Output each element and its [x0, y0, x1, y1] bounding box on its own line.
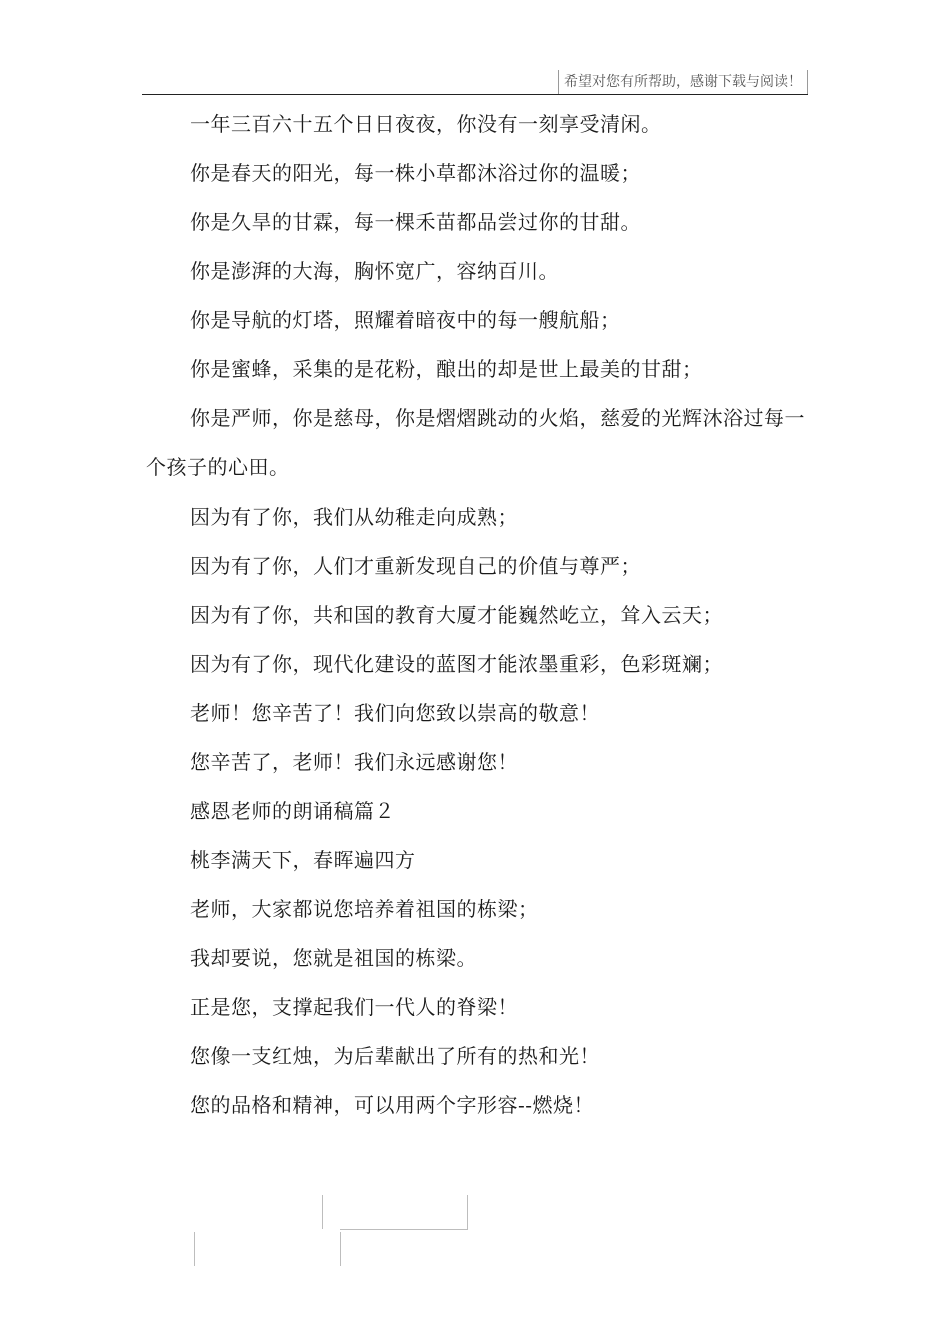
paragraph: 因为有了你，共和国的教育大厦才能巍然屹立，耸入云天； [190, 603, 723, 627]
paragraph: 老师，大家都说您培养着祖国的栋梁； [190, 897, 539, 921]
paragraph: 你是蜜蜂，采集的是花粉，酿出的却是世上最美的甘甜； [190, 357, 703, 381]
crop-mark [467, 1195, 468, 1229]
paragraph: 因为有了你，人们才重新发现自己的价值与尊严； [190, 554, 641, 578]
paragraph: 你是澎湃的大海，胸怀宽广，容纳百川。 [190, 259, 559, 283]
paragraph: 因为有了你，我们从幼稚走向成熟； [190, 505, 518, 529]
paragraph: 桃李满天下，春晖遍四方 [190, 848, 416, 872]
paragraph: 您的品格和精神，可以用两个字形容--燃烧！ [190, 1093, 595, 1117]
crop-mark [340, 1229, 468, 1230]
crop-mark [194, 1232, 195, 1266]
paragraph: 老师！您辛苦了！我们向您致以崇高的敬意！ [190, 701, 600, 725]
header-note: 希望对您有所帮助，感谢下载与阅读！ [558, 70, 808, 94]
crop-mark [340, 1232, 341, 1266]
header-rule [142, 94, 808, 95]
paragraph: 你是久旱的甘霖，每一棵禾苗都品尝过你的甘甜。 [190, 210, 641, 234]
section-title: 感恩老师的朗诵稿篇２ [190, 799, 395, 823]
paragraph: 你是春天的阳光，每一株小草都沐浴过你的温暖； [190, 161, 641, 185]
paragraph: 一年三百六十五个日日夜夜，你没有一刻享受清闲。 [190, 112, 662, 136]
document-body [146, 108, 808, 1138]
paragraph: 你是导航的灯塔，照耀着暗夜中的每一艘航船； [190, 308, 621, 332]
paragraph: 因为有了你，现代化建设的蓝图才能浓墨重彩，色彩斑斓； [190, 652, 723, 676]
paragraph: 我却要说，您就是祖国的栋梁。 [190, 946, 477, 970]
paragraph: 您辛苦了，老师！我们永远感谢您！ [190, 750, 518, 774]
crop-mark [322, 1195, 323, 1229]
paragraph: 你是严师，你是慈母，你是熠熠跳动的火焰，慈爱的光辉沐浴过每一个孩子的心田。 [146, 406, 805, 479]
paragraph: 正是您，支撑起我们一代人的脊梁！ [190, 995, 518, 1019]
paragraph: 您像一支红烛，为后辈献出了所有的热和光！ [190, 1044, 600, 1068]
